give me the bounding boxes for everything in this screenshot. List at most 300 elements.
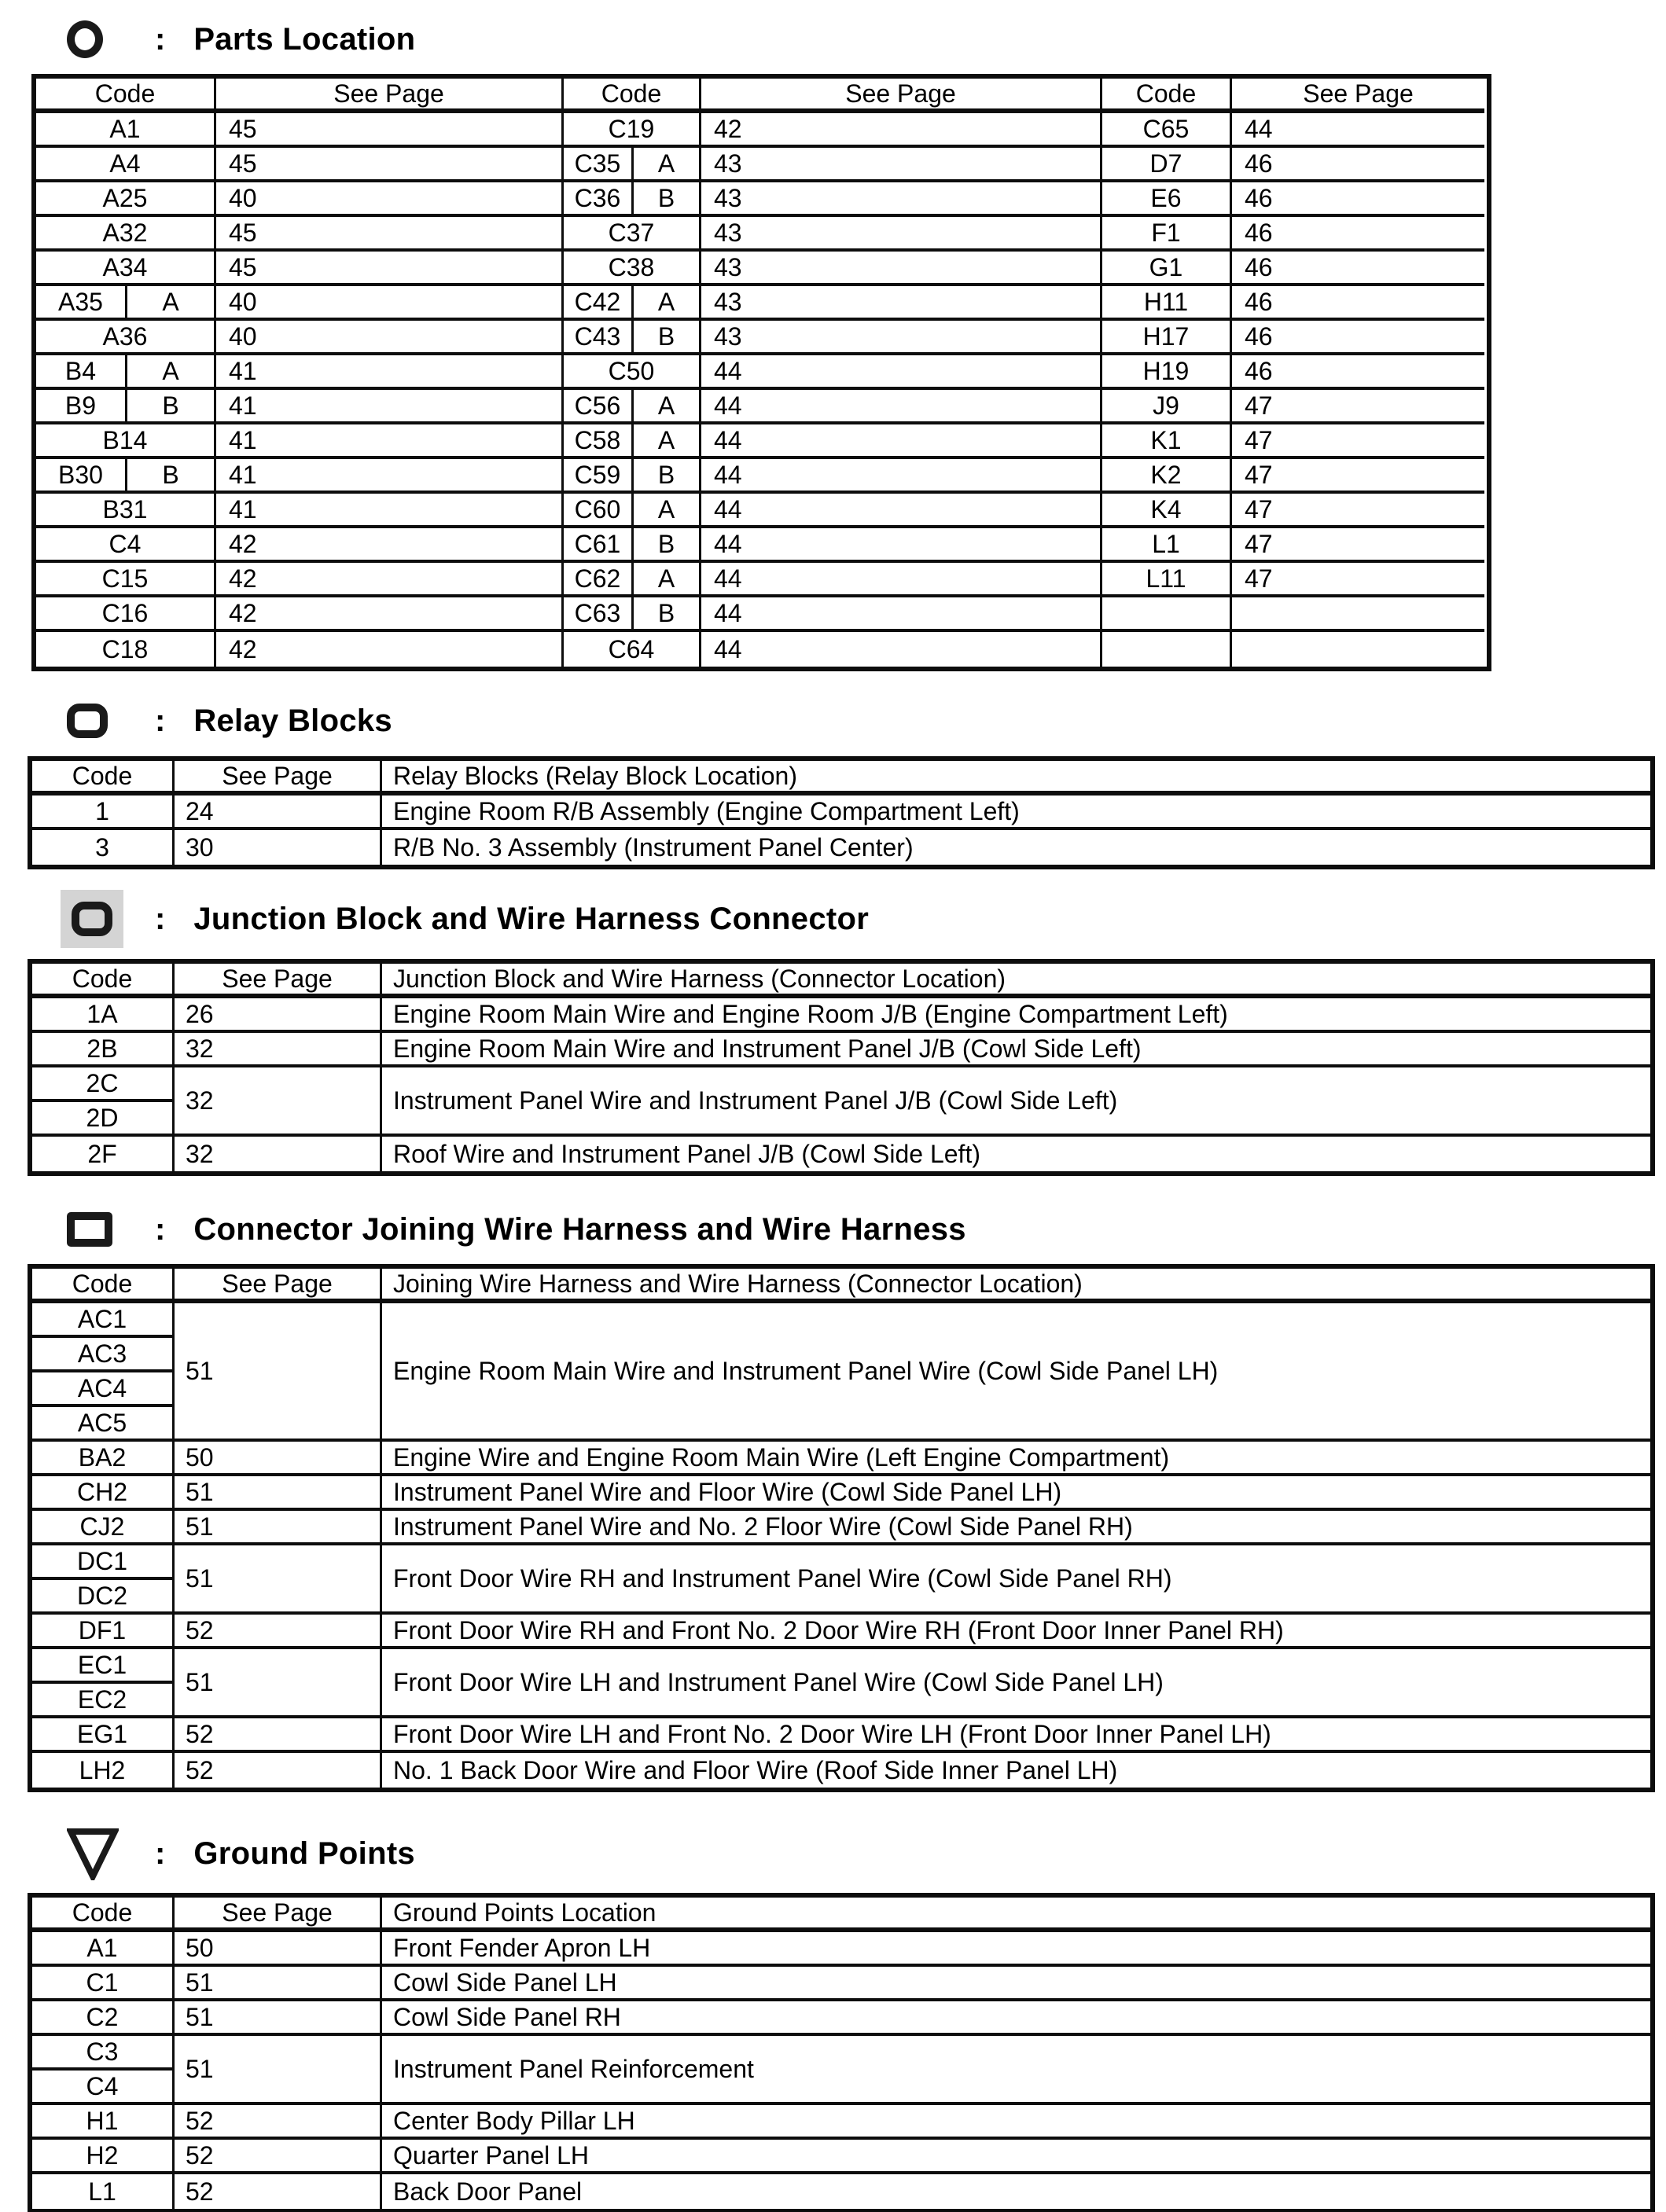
cell-text: 41 bbox=[229, 391, 257, 420]
cell-text: 45 bbox=[229, 218, 257, 247]
table-row bbox=[32, 1511, 1650, 1545]
cell-text: 43 bbox=[714, 149, 742, 178]
code-cell bbox=[32, 1649, 172, 1715]
page-cell bbox=[172, 1649, 380, 1715]
code-cell bbox=[36, 217, 214, 248]
cell-text: Center Body Pillar LH bbox=[393, 2106, 635, 2135]
code-cell bbox=[564, 252, 699, 283]
table-row bbox=[36, 355, 561, 390]
table-row bbox=[1102, 563, 1484, 597]
page-cell bbox=[214, 148, 561, 179]
code-cell bbox=[32, 1718, 172, 1750]
cell-text: C3 bbox=[86, 2037, 119, 2066]
cell-text: Front Door Wire RH and Front No. 2 Door Wire RH (Front Door Inner Panel RH) bbox=[393, 1615, 1284, 1644]
page-cell bbox=[1230, 563, 1484, 594]
cell-text: AC5 bbox=[77, 1408, 127, 1437]
page-cell bbox=[699, 459, 1100, 491]
cell-text: C15 bbox=[101, 564, 149, 593]
code-cell bbox=[36, 459, 214, 491]
page-cell bbox=[1230, 424, 1484, 456]
table-row bbox=[36, 494, 561, 528]
cell-text: 30 bbox=[186, 832, 214, 862]
cell-text: B bbox=[657, 183, 675, 212]
code-cell bbox=[36, 321, 214, 352]
code-sub bbox=[125, 286, 214, 318]
cell-text: Instrument Panel Wire and No. 2 Floor Wire (Cowl Side Panel RH) bbox=[393, 1512, 1133, 1541]
code-cell bbox=[32, 2001, 172, 2033]
section-heading-ground-points bbox=[67, 1828, 1666, 1879]
code-sub bbox=[631, 286, 699, 318]
cell-text: CH2 bbox=[76, 1477, 127, 1506]
connector-joining-icon bbox=[67, 1212, 112, 1247]
cell-text: Quarter Panel LH bbox=[393, 2140, 590, 2170]
cell-text: 41 bbox=[229, 460, 257, 489]
icon-wrap bbox=[67, 20, 155, 58]
table-row bbox=[32, 796, 1650, 830]
page-cell bbox=[172, 1511, 380, 1542]
table-row bbox=[36, 563, 561, 597]
cell-text: 47 bbox=[1245, 494, 1273, 524]
code-cell bbox=[32, 2140, 172, 2171]
table-row bbox=[36, 182, 561, 217]
table-row bbox=[32, 1753, 1650, 1788]
desc-cell bbox=[380, 1545, 1650, 1611]
page-cell bbox=[172, 1967, 380, 1998]
table-row bbox=[1102, 390, 1484, 424]
cell-text: See Page bbox=[845, 79, 956, 108]
cell-text: 45 bbox=[229, 252, 257, 281]
ground-triangle-icon bbox=[67, 1827, 119, 1880]
table-header-row bbox=[564, 79, 1100, 113]
page-cell bbox=[1230, 494, 1484, 525]
icon-wrap bbox=[67, 1212, 155, 1247]
cell-text: 50 bbox=[186, 1442, 214, 1472]
table-row bbox=[564, 355, 1100, 390]
parts-table-group-3 bbox=[1100, 79, 1484, 667]
page-cell bbox=[172, 2174, 380, 2209]
code-subcell bbox=[32, 2036, 172, 2067]
desc-cell bbox=[380, 1442, 1650, 1473]
table-row bbox=[32, 1615, 1650, 1649]
cell-text: 45 bbox=[229, 114, 257, 143]
table-row bbox=[36, 286, 561, 321]
page-cell bbox=[1230, 355, 1484, 387]
cell-text: 44 bbox=[714, 634, 742, 663]
cell-text: A32 bbox=[102, 218, 148, 247]
cell-text: 32 bbox=[186, 1139, 214, 1168]
page-cell bbox=[1230, 286, 1484, 318]
cell-text: 40 bbox=[229, 287, 257, 316]
cell-text: 51 bbox=[186, 1667, 214, 1696]
cell-text: 51 bbox=[186, 1968, 214, 1997]
cell-text: 52 bbox=[186, 1615, 214, 1644]
code-cell bbox=[36, 113, 214, 145]
cell-text: Engine Room Main Wire and Instrument Panel J/B (Cowl Side Left) bbox=[393, 1034, 1142, 1063]
code-subcell bbox=[32, 1545, 172, 1577]
code-cell bbox=[1102, 563, 1230, 594]
code-cell bbox=[36, 528, 214, 560]
desc-cell bbox=[380, 796, 1650, 827]
cell-text: 43 bbox=[714, 322, 742, 351]
cell-text: C36 bbox=[574, 183, 621, 212]
code-sub bbox=[631, 528, 699, 560]
desc-cell bbox=[380, 830, 1650, 865]
column-header-code bbox=[32, 761, 172, 791]
cell-text: 44 bbox=[1245, 114, 1273, 143]
table-row bbox=[32, 1067, 1650, 1137]
page-cell bbox=[1230, 390, 1484, 421]
code-sub bbox=[631, 182, 699, 214]
code-sub bbox=[631, 148, 699, 179]
page-cell bbox=[1230, 148, 1484, 179]
cell-text: 1A bbox=[86, 999, 118, 1028]
code-cell bbox=[32, 1932, 172, 1964]
table-row bbox=[32, 1442, 1650, 1476]
cell-text: 40 bbox=[229, 183, 257, 212]
code-cell bbox=[564, 182, 699, 214]
code-sub bbox=[631, 459, 699, 491]
cell-text: C1 bbox=[86, 1968, 119, 1997]
cell-text: 46 bbox=[1245, 287, 1273, 316]
cell-text: Code bbox=[72, 1269, 133, 1298]
code-subcell bbox=[32, 1476, 172, 1508]
code-main bbox=[564, 563, 631, 594]
cell-text: C16 bbox=[101, 598, 149, 627]
code-sub bbox=[631, 597, 699, 629]
table-row bbox=[32, 1033, 1650, 1067]
cell-text: 44 bbox=[714, 529, 742, 558]
table-row bbox=[564, 528, 1100, 563]
page-cell bbox=[699, 148, 1100, 179]
code-cell bbox=[32, 1753, 172, 1788]
code-cell bbox=[1102, 632, 1230, 667]
table-header-row bbox=[32, 964, 1650, 998]
parts-table-group-1 bbox=[36, 79, 561, 667]
code-cell bbox=[32, 1615, 172, 1646]
cell-text: 43 bbox=[714, 183, 742, 212]
heading-colon: : bbox=[155, 1212, 166, 1247]
cell-text: 2B bbox=[86, 1034, 118, 1063]
table-row bbox=[36, 148, 561, 182]
cell-text: C56 bbox=[574, 391, 621, 420]
cell-text: 2F bbox=[87, 1139, 117, 1168]
cell-text: EG1 bbox=[76, 1719, 128, 1748]
table-row bbox=[32, 1718, 1650, 1753]
relay-block-icon bbox=[67, 704, 108, 738]
cell-text: Code bbox=[72, 761, 133, 790]
code-subcell bbox=[32, 796, 172, 827]
table-row bbox=[564, 563, 1100, 597]
code-cell bbox=[36, 494, 214, 525]
cell-text: 41 bbox=[229, 494, 257, 524]
cell-text: 42 bbox=[229, 634, 257, 663]
table-header-row bbox=[32, 761, 1650, 796]
code-cell bbox=[1102, 217, 1230, 248]
code-cell bbox=[36, 424, 214, 456]
table-row bbox=[36, 424, 561, 459]
cell-text: Front Door Wire LH and Instrument Panel Wire (Cowl Side Panel LH) bbox=[393, 1667, 1164, 1696]
cell-text: B9 bbox=[64, 391, 97, 420]
desc-cell bbox=[380, 2001, 1650, 2033]
cell-text: 46 bbox=[1245, 356, 1273, 385]
cell-text: A bbox=[657, 149, 675, 178]
code-cell bbox=[36, 286, 214, 318]
cell-text: H17 bbox=[1142, 322, 1190, 351]
cell-text: C64 bbox=[608, 634, 655, 663]
cell-text: 50 bbox=[186, 1933, 214, 1962]
cell-text: 43 bbox=[714, 252, 742, 281]
code-cell bbox=[1102, 390, 1230, 421]
cell-text: See Page bbox=[222, 761, 333, 790]
code-subcell bbox=[32, 830, 172, 865]
table-row bbox=[1102, 182, 1484, 217]
cell-text: B14 bbox=[102, 425, 148, 454]
table-row bbox=[32, 1137, 1650, 1171]
cell-text: 51 bbox=[186, 1356, 214, 1385]
code-subcell bbox=[32, 1718, 172, 1750]
cell-text: No. 1 Back Door Wire and Floor Wire (Roof Side Inner Panel LH) bbox=[393, 1755, 1118, 1784]
code-subcell bbox=[32, 1137, 172, 1171]
table-row bbox=[36, 113, 561, 148]
icon-wrap bbox=[67, 1827, 155, 1880]
page-cell bbox=[1230, 182, 1484, 214]
code-cell bbox=[1102, 286, 1230, 318]
table-row bbox=[1102, 424, 1484, 459]
connector-joining-table bbox=[28, 1264, 1655, 1792]
table-row bbox=[564, 390, 1100, 424]
page-cell bbox=[214, 217, 561, 248]
table-row bbox=[32, 1649, 1650, 1718]
page-cell bbox=[172, 1303, 380, 1439]
column-header-page bbox=[699, 79, 1100, 108]
code-cell bbox=[1102, 597, 1230, 629]
page-cell bbox=[214, 459, 561, 491]
code-cell bbox=[564, 459, 699, 491]
code-main bbox=[36, 390, 125, 421]
cell-text: B4 bbox=[64, 356, 97, 385]
cell-text: 3 bbox=[95, 832, 109, 862]
cell-text: Instrument Panel Reinforcement bbox=[393, 2054, 754, 2083]
cell-text: See Page bbox=[222, 1269, 333, 1298]
column-header-code bbox=[32, 1898, 172, 1927]
page-cell bbox=[172, 1137, 380, 1171]
table-row bbox=[564, 148, 1100, 182]
cell-text: C62 bbox=[574, 564, 621, 593]
page-cell bbox=[172, 2140, 380, 2171]
cell-text: 52 bbox=[186, 2140, 214, 2170]
cell-text: A25 bbox=[102, 183, 148, 212]
cell-text: Code bbox=[72, 1898, 133, 1927]
cell-text: 32 bbox=[186, 1034, 214, 1063]
table-row bbox=[36, 528, 561, 563]
page-cell bbox=[172, 830, 380, 865]
code-cell bbox=[564, 390, 699, 421]
circle-icon bbox=[67, 20, 103, 58]
code-cell bbox=[1102, 424, 1230, 456]
page-cell bbox=[214, 424, 561, 456]
cell-text: K4 bbox=[1150, 494, 1182, 524]
cell-text: A4 bbox=[109, 149, 141, 178]
code-cell bbox=[32, 830, 172, 865]
cell-text: See Page bbox=[222, 1898, 333, 1927]
code-subcell bbox=[32, 1577, 172, 1611]
cell-text: Back Door Panel bbox=[393, 2177, 583, 2206]
cell-text: H1 bbox=[86, 2106, 119, 2135]
cell-text: 41 bbox=[229, 356, 257, 385]
cell-text: 44 bbox=[714, 391, 742, 420]
code-main bbox=[564, 424, 631, 456]
page-cell bbox=[1230, 632, 1484, 667]
code-subcell bbox=[32, 1335, 172, 1369]
cell-text: C43 bbox=[574, 322, 621, 351]
cell-text: R/B No. 3 Assembly (Instrument Panel Center) bbox=[393, 832, 914, 862]
code-sub bbox=[631, 563, 699, 594]
code-cell bbox=[32, 998, 172, 1030]
table-row bbox=[564, 321, 1100, 355]
cell-text: 52 bbox=[186, 1755, 214, 1784]
code-subcell bbox=[32, 2067, 172, 2102]
code-subcell bbox=[32, 1511, 172, 1542]
cell-text: EC1 bbox=[77, 1650, 127, 1679]
cell-text: DC1 bbox=[76, 1546, 127, 1575]
cell-text: Instrument Panel Wire and Instrument Panel J/B (Cowl Side Left) bbox=[393, 1086, 1118, 1115]
cell-text: 24 bbox=[186, 796, 214, 825]
cell-text: BA2 bbox=[78, 1442, 127, 1472]
cell-text: B31 bbox=[102, 494, 148, 524]
desc-cell bbox=[380, 1967, 1650, 1998]
cell-text: Code bbox=[94, 79, 156, 108]
icon-wrap bbox=[67, 704, 155, 738]
code-cell bbox=[564, 528, 699, 560]
cell-text: C61 bbox=[574, 529, 621, 558]
section-title: Junction Block and Wire Harness Connector bbox=[193, 902, 870, 936]
page-cell bbox=[172, 1753, 380, 1788]
table-row bbox=[564, 182, 1100, 217]
cell-text: 51 bbox=[186, 1477, 214, 1506]
cell-text: B bbox=[657, 460, 675, 489]
table-row bbox=[32, 2036, 1650, 2105]
table-header-row bbox=[32, 1269, 1650, 1303]
code-sub bbox=[125, 459, 214, 491]
table-header-row bbox=[32, 1898, 1650, 1932]
page-cell bbox=[214, 286, 561, 318]
cell-text: C4 bbox=[86, 2071, 119, 2100]
cell-text: 51 bbox=[186, 1563, 214, 1593]
column-header-code bbox=[564, 79, 699, 108]
cell-text: C59 bbox=[574, 460, 621, 489]
code-cell bbox=[36, 597, 214, 629]
column-header-page bbox=[172, 1898, 380, 1927]
cell-text: L1 bbox=[1152, 529, 1180, 558]
code-cell bbox=[32, 1545, 172, 1611]
code-cell bbox=[564, 286, 699, 318]
cell-text: Joining Wire Harness and Wire Harness (Connector Location) bbox=[393, 1269, 1083, 1298]
page-cell bbox=[1230, 321, 1484, 352]
table-row bbox=[564, 217, 1100, 252]
section-heading-parts-location bbox=[67, 19, 1666, 60]
code-sub bbox=[631, 494, 699, 525]
cell-text: 26 bbox=[186, 999, 214, 1028]
cell-text: 47 bbox=[1245, 564, 1273, 593]
section-title: Parts Location bbox=[193, 22, 416, 57]
cell-text: C60 bbox=[574, 494, 621, 524]
page-cell bbox=[699, 252, 1100, 283]
page-cell bbox=[1230, 217, 1484, 248]
page-cell bbox=[1230, 528, 1484, 560]
code-main bbox=[564, 597, 631, 629]
cell-text: B bbox=[657, 322, 675, 351]
column-header-description bbox=[380, 761, 1650, 791]
code-cell bbox=[1102, 494, 1230, 525]
code-main bbox=[564, 390, 631, 421]
code-sub bbox=[631, 321, 699, 352]
page-cell bbox=[214, 528, 561, 560]
page-cell bbox=[214, 321, 561, 352]
code-cell bbox=[564, 424, 699, 456]
cell-text: C18 bbox=[101, 634, 149, 663]
code-cell bbox=[32, 1033, 172, 1064]
page-cell bbox=[699, 217, 1100, 248]
code-cell bbox=[1102, 355, 1230, 387]
cell-text: 40 bbox=[229, 322, 257, 351]
code-cell bbox=[36, 252, 214, 283]
cell-text: F1 bbox=[1151, 218, 1181, 247]
page-cell bbox=[699, 355, 1100, 387]
desc-cell bbox=[380, 1511, 1650, 1542]
code-subcell bbox=[32, 1932, 172, 1964]
cell-text: 52 bbox=[186, 2106, 214, 2135]
cell-text: L11 bbox=[1146, 564, 1186, 593]
cell-text: 2D bbox=[86, 1103, 119, 1132]
table-row bbox=[1102, 459, 1484, 494]
cell-text: 42 bbox=[229, 529, 257, 558]
cell-text: H19 bbox=[1142, 356, 1190, 385]
page-cell bbox=[1230, 113, 1484, 145]
cell-text: A36 bbox=[102, 322, 148, 351]
section-heading-connector-joining bbox=[67, 1209, 1666, 1250]
code-subcell bbox=[32, 2105, 172, 2137]
cell-text: 44 bbox=[714, 356, 742, 385]
column-header-page bbox=[172, 1269, 380, 1299]
cell-text: 1 bbox=[95, 796, 109, 825]
code-cell bbox=[36, 632, 214, 667]
cell-text: 44 bbox=[714, 494, 742, 524]
page-cell bbox=[214, 563, 561, 594]
code-subcell bbox=[32, 2001, 172, 2033]
code-main bbox=[564, 148, 631, 179]
code-cell bbox=[36, 563, 214, 594]
cell-text: 52 bbox=[186, 2177, 214, 2206]
page-cell bbox=[1230, 252, 1484, 283]
code-cell bbox=[32, 1442, 172, 1473]
section-title: Relay Blocks bbox=[193, 704, 392, 738]
page-cell bbox=[172, 796, 380, 827]
cell-text: C65 bbox=[1142, 114, 1190, 143]
code-subcell bbox=[32, 1753, 172, 1788]
page-cell bbox=[172, 1718, 380, 1750]
code-main bbox=[564, 528, 631, 560]
cell-text: Cowl Side Panel RH bbox=[393, 2002, 621, 2031]
code-cell bbox=[564, 597, 699, 629]
table-row bbox=[32, 1932, 1650, 1967]
table-row bbox=[32, 1545, 1650, 1615]
column-header-page bbox=[172, 964, 380, 994]
cell-text: 47 bbox=[1245, 391, 1273, 420]
cell-text: C63 bbox=[574, 598, 621, 627]
section-title: Ground Points bbox=[193, 1836, 415, 1871]
code-cell bbox=[564, 113, 699, 145]
code-cell bbox=[36, 182, 214, 214]
